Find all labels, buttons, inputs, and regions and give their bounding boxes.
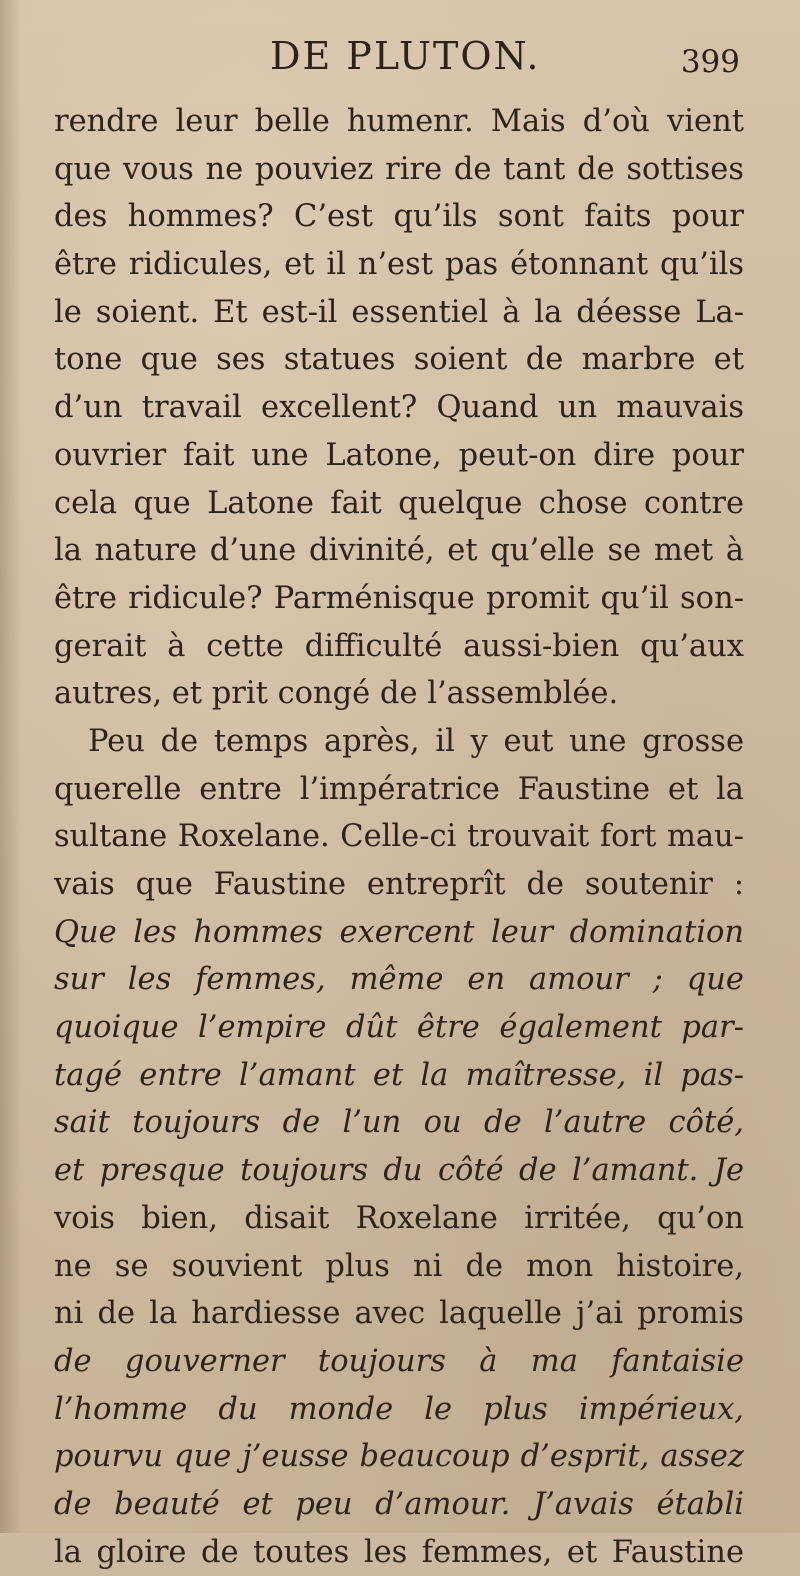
text-line: vois bien, disait Roxelane irritée, qu’on <box>54 1200 744 1236</box>
text-line: rendre leur belle humenr. Mais d’où vient <box>54 104 744 139</box>
italic-text-line: sait toujours de l’un ou de l’autre côté, <box>54 1105 744 1141</box>
text-line: des hommes? C’est qu’ils sont faits pour <box>54 199 744 235</box>
italic-text-line: de beauté et peu d’amour. J’avais établi <box>54 1486 744 1522</box>
text-line: la nature d’une divinité, et qu’elle se met à <box>54 533 744 569</box>
text-line: querelle entre l’impératrice Faustine et la <box>54 771 744 807</box>
italic-text-line: de gouverner toujours à ma fantaisie <box>54 1343 744 1379</box>
italic-text-line: sur les femmes, même en amour ; que <box>54 962 744 998</box>
text-line: le soient. Et est-il essentiel à la déesse La- <box>54 294 744 330</box>
italic-text-line: l’homme du monde le plus impérieux, <box>54 1391 744 1427</box>
text-line: tone que ses statues soient de marbre et <box>54 342 744 378</box>
italic-text-line: Que les hommes exercent leur domination <box>54 914 744 950</box>
running-head <box>0 34 800 94</box>
italic-text-line: quoique l’empire dût être également par- <box>54 1010 744 1046</box>
italic-text-line: et presque toujours du côté de l’amant. Je <box>54 1153 744 1189</box>
text-line: la gloire de toutes les femmes, et Faustine <box>54 1534 744 1570</box>
text-line: vais que Faustine entreprît de soutenir : <box>54 867 744 902</box>
text-line: gerait à cette difficulté aussi-bien qu’aux <box>54 628 744 664</box>
italic-text-line: pourvu que j’eusse beaucoup d’esprit, assez <box>54 1439 744 1475</box>
text-line: sultane Roxelane. Celle-ci trouvait fort mau- <box>54 819 744 855</box>
text-line: d’un travail excellent? Quand un mauvais <box>54 390 744 426</box>
page-number: 399 <box>680 44 740 80</box>
text-line: être ridicule? Parménisque promit qu’il son- <box>54 580 744 616</box>
text-line: être ridicules, et il n’est pas étonnant qu’ils <box>54 247 744 283</box>
text-line: ouvrier fait une Latone, peut-on dire pour <box>54 437 744 473</box>
body-text <box>54 98 744 1576</box>
italic-text-line: tagé entre l’amant et la maîtresse, il pas- <box>54 1057 744 1093</box>
text-line: ne se souvient plus ni de mon histoire, <box>54 1248 744 1284</box>
text-line: ni de la hardiesse avec laquelle j’ai promis <box>54 1296 744 1332</box>
text-line: cela que Latone fait quelque chose contre <box>54 485 744 521</box>
paragraph-start-line: Peu de temps après, il y eut une grosse <box>88 723 744 759</box>
running-title: DE PLUTON. <box>270 34 541 78</box>
text-line: autres, et prit congé de l’assemblée. <box>54 676 619 712</box>
text-line: que vous ne pouviez rire de tant de sottises <box>54 151 744 187</box>
